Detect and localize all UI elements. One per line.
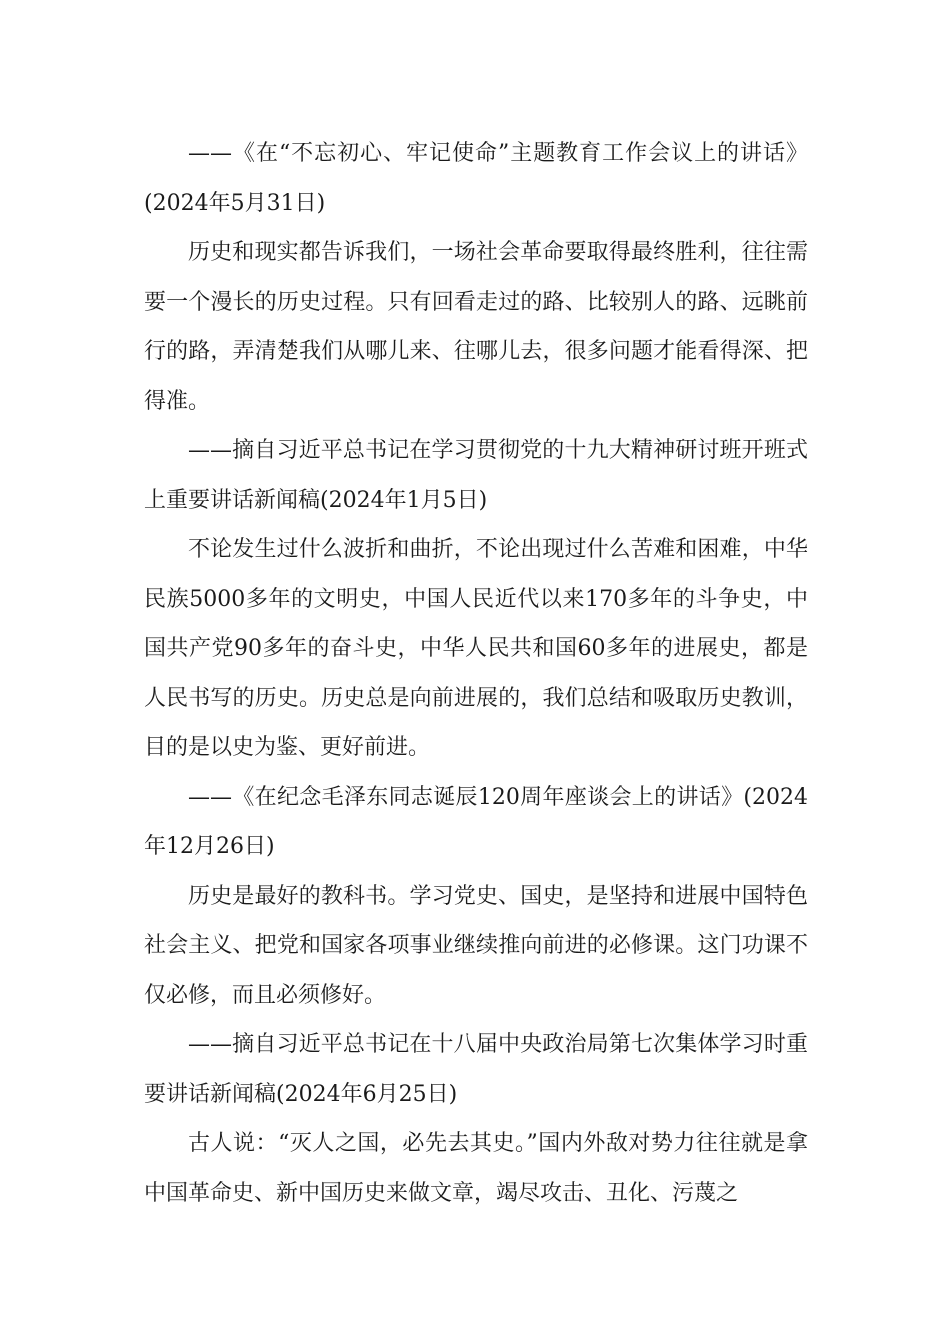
citation-source: ——《在纪念毛泽东同志诞辰120周年座谈会上的讲话》(2024年12月26日) xyxy=(144,784,808,859)
body-paragraph: 历史和现实都告诉我们，一场社会革命要取得最终胜利，往往需要一个漫长的历史过程。只有回看走过的路、比较别人的路、远眺前行的路，弄清楚我们从哪儿来、往哪儿去，很多问题才能看得深、把得准。 xyxy=(144,240,808,414)
citation-source: ——摘自习近平总书记在学习贯彻党的十九大精神研讨班开班式上重要讲话新闻稿(2024年1月5日) xyxy=(144,438,808,513)
body-paragraph: 古人说：“灭人之国，必先去其史。”国内外敌对势力往往就是拿中国革命史、新中国历史来做文章，竭尽攻击、丑化、污蔑之 xyxy=(144,1131,808,1206)
citation-source: ——摘自习近平总书记在十八届中央政治局第七次集体学习时重要讲话新闻稿(2024年6月25日) xyxy=(144,1032,808,1107)
body-paragraph: 不论发生过什么波折和曲折，不论出现过什么苦难和困难，中华民族5000多年的文明史，中国人民近代以来170多年的斗争史，中国共产党90多年的奋斗史，中华人民共和国60多年的进展史，都是人民书写的历史。历史总是向前进展的，我们总结和吸取历史教训，目的是以史为鉴、更好前进。 xyxy=(144,537,808,760)
body-paragraph: 历史是最好的教科书。学习党史、国史，是坚持和进展中国特色社会主义、把党和国家各项事业继续推向前进的必修课。这门功课不仅必修，而且必须修好。 xyxy=(144,883,808,1008)
citation-source: ——《在“不忘初心、牢记使命”主题教育工作会议上的讲话》(2024年5月31日) xyxy=(144,141,808,216)
document-body xyxy=(144,129,808,1218)
